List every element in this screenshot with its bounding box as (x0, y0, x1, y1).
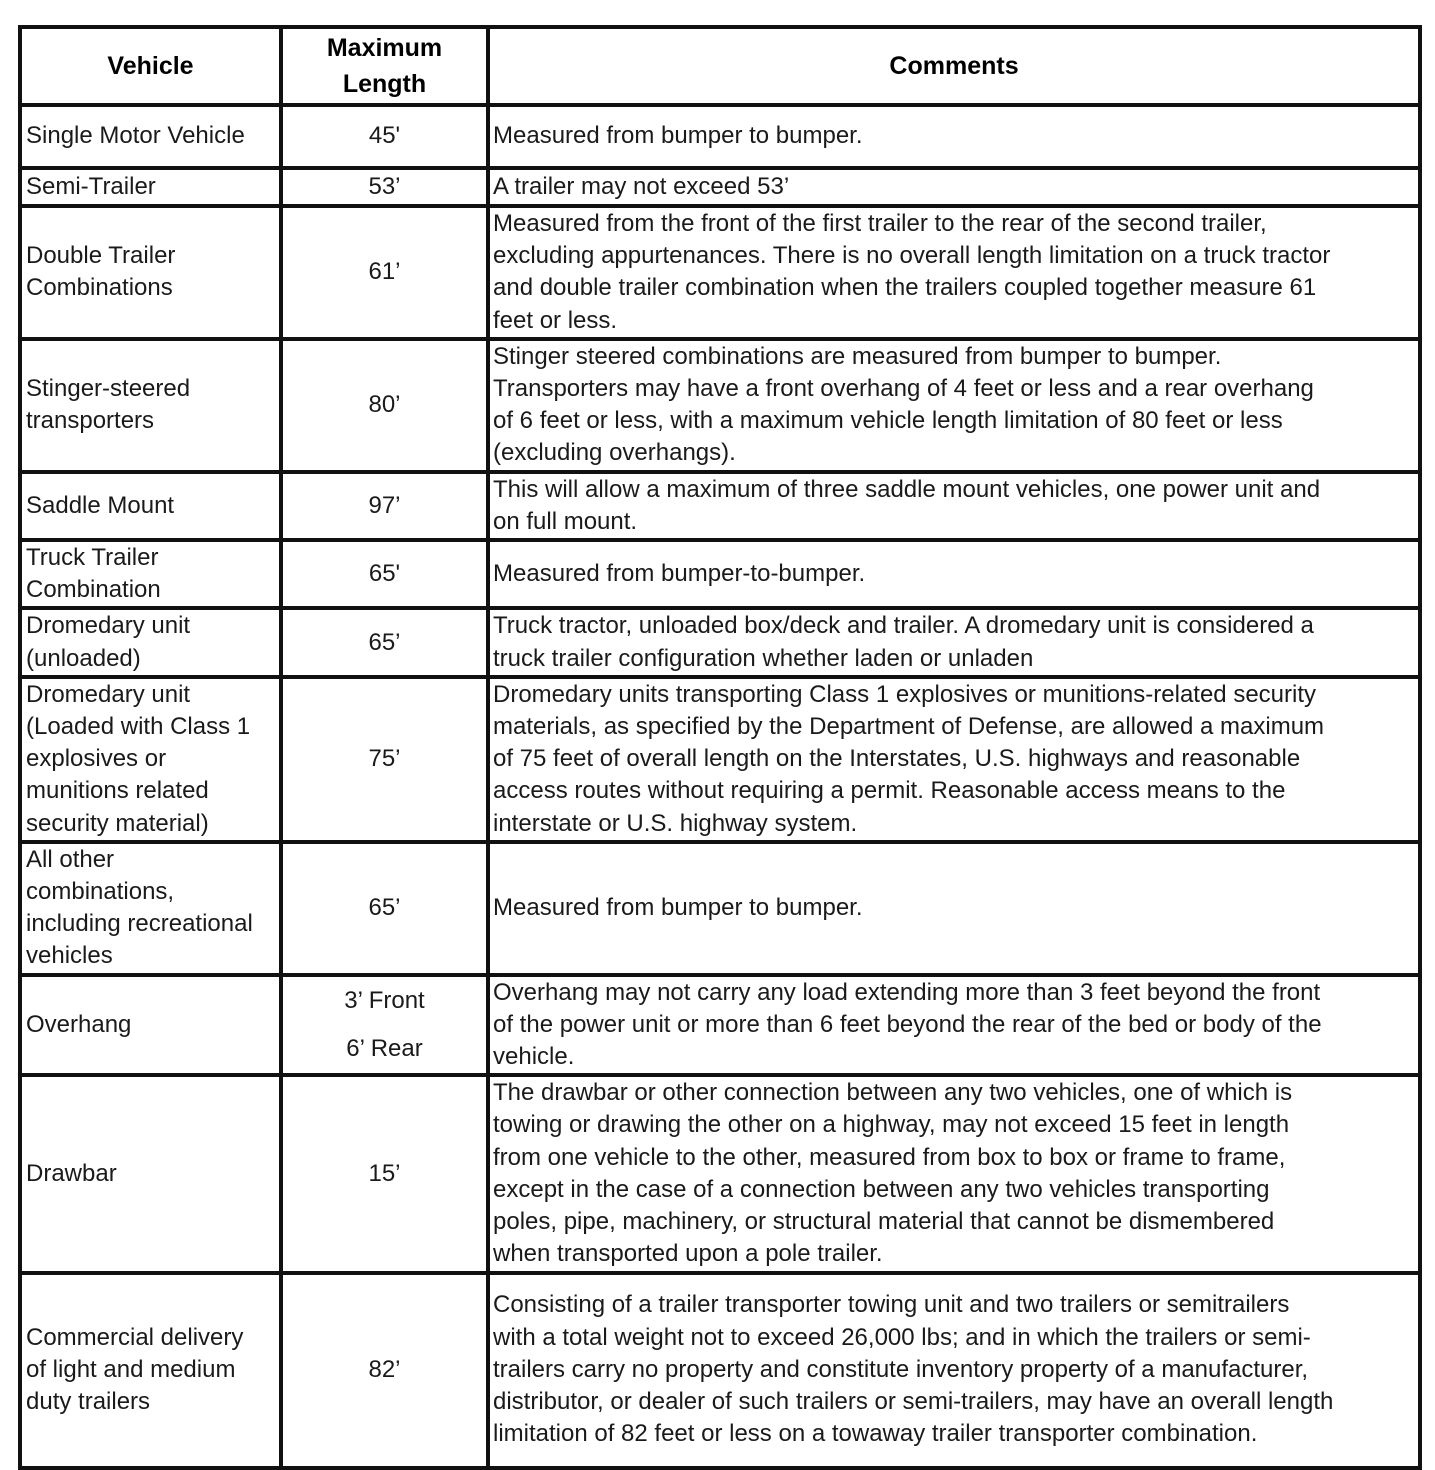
comments-cell (488, 540, 1420, 608)
table-row (20, 339, 1420, 472)
table-row (20, 168, 1420, 206)
max-length-cell (281, 105, 488, 168)
comment-text: from one vehicle to the other, measured from box to box or frame to frame, (493, 1143, 1286, 1171)
vehicle-cell (20, 842, 281, 975)
vehicle-cell (20, 975, 281, 1076)
comment-text: interstate or U.S. highway system. (493, 809, 858, 837)
max-length-text: 53’ (368, 172, 401, 200)
comment-text: feet or less. (493, 306, 618, 334)
table-row (20, 677, 1420, 842)
comment-text: trailers carry no property and constitute inventory property of a manufacturer, (493, 1355, 1309, 1383)
table-row (20, 105, 1420, 168)
max-length-cell (281, 842, 488, 975)
vehicle-text: Truck Trailer (26, 544, 159, 572)
vehicle-text: duty trailers (26, 1388, 151, 1416)
comment-text: A trailer may not exceed 53’ (493, 172, 790, 200)
comment-text: towing or drawing the other on a highway, may not exceed 15 feet in length (493, 1111, 1290, 1139)
vehicle-text: Combination (26, 576, 161, 604)
max-length-text: 65' (368, 560, 401, 588)
header-max-length-line-2: Length (342, 70, 427, 98)
max-length-text: 3’ Front (344, 986, 425, 1014)
comment-text: except in the case of a connection between any two vehicles transporting (493, 1175, 1270, 1203)
comment-text: and double trailer combination when the trailers coupled together measure 61 (493, 274, 1317, 302)
vehicle-text: Saddle Mount (26, 491, 175, 519)
comment-text: of 75 feet of overall length on the Interstates, U.S. highways and reasonable (493, 745, 1301, 773)
vehicle-cell (20, 206, 281, 339)
comment-text: Overhang may not carry any load extending more than 3 feet beyond the front (493, 978, 1321, 1006)
comment-text: Transporters may have a front overhang of 4 feet or less and a rear overhang (493, 375, 1314, 403)
max-length-cell (281, 975, 488, 1076)
comment-text: Dromedary units transporting Class 1 explosives or munitions-related security (493, 680, 1317, 708)
max-length-cell (281, 472, 488, 540)
vehicle-text: Single Motor Vehicle (26, 122, 245, 150)
table-row (20, 1075, 1420, 1272)
max-length-text: 82’ (368, 1355, 401, 1383)
vehicle-text: vehicles (26, 942, 113, 970)
table-row (20, 1273, 1420, 1468)
comment-text: distributor, or dealer of such trailers or semi-trailers, may have an overall length (493, 1388, 1334, 1416)
line-spacer (283, 1017, 486, 1033)
comment-text: poles, pipe, machinery, or structural material that cannot be dismembered (493, 1208, 1275, 1236)
comment-text: vehicle. (493, 1043, 575, 1071)
max-length-cell (281, 540, 488, 608)
header-row (20, 27, 1420, 105)
vehicle-text: Dromedary unit (26, 612, 191, 640)
comment-text: Consisting of a trailer transporter towing unit and two trailers or semitrailers (493, 1291, 1290, 1319)
vehicle-text: explosives or (26, 745, 167, 773)
comment-text: Truck tractor, unloaded box/deck and trailer. A dromedary unit is considered a (493, 612, 1314, 640)
vehicle-text: Overhang (26, 1010, 132, 1038)
max-length-text: 65’ (368, 894, 401, 922)
comments-cell (488, 1273, 1420, 1468)
comment-text: Stinger steered combinations are measured from bumper to bumper. (493, 342, 1222, 370)
vehicle-cell (20, 540, 281, 608)
comment-text: Measured from bumper to bumper. (493, 894, 863, 922)
max-length-cell (281, 608, 488, 676)
max-length-cell (281, 339, 488, 472)
comment-text: limitation of 82 feet or less on a towaway trailer transporter combination. (493, 1420, 1258, 1448)
vehicle-cell (20, 1075, 281, 1272)
vehicle-text: Stinger-steered (26, 375, 191, 403)
comment-text: Measured from bumper-to-bumper. (493, 560, 866, 588)
table-row (20, 975, 1420, 1076)
vehicle-cell (20, 339, 281, 472)
vehicle-length-table (18, 25, 1422, 1470)
comment-text: truck trailer configuration whether laden or unladen (493, 644, 1034, 672)
comment-text: of the power unit or more than 6 feet beyond the rear of the bed or body of the (493, 1010, 1322, 1038)
vehicle-text: Double Trailer (26, 242, 176, 270)
comments-cell (488, 339, 1420, 472)
vehicle-cell (20, 1273, 281, 1468)
header-maximum-length (281, 27, 488, 105)
comment-text: This will allow a maximum of three saddle mount vehicles, one power unit and (493, 475, 1321, 503)
comments-cell (488, 472, 1420, 540)
vehicle-text: All other (26, 845, 115, 873)
vehicle-text: Semi-Trailer (26, 172, 156, 200)
vehicle-text: of light and medium (26, 1355, 236, 1383)
vehicle-cell (20, 472, 281, 540)
max-length-text: 97’ (368, 491, 401, 519)
vehicle-cell (20, 168, 281, 206)
comment-text: when transported upon a pole trailer. (493, 1240, 883, 1268)
table-row (20, 472, 1420, 540)
max-length-cell (281, 1273, 488, 1468)
comment-text: excluding appurtenances. There is no overall length limitation on a truck tractor (493, 242, 1331, 270)
max-length-text: 61’ (368, 258, 401, 286)
header-vehicle-label: Vehicle (107, 52, 194, 80)
comment-text: (excluding overhangs). (493, 439, 736, 467)
max-length-cell (281, 677, 488, 842)
max-length-text: 65’ (368, 628, 401, 656)
comment-text: materials, as specified by the Department of Defense, are allowed a maximum (493, 713, 1325, 741)
comment-text: of 6 feet or less, with a maximum vehicle length limitation of 80 feet or less (493, 407, 1283, 435)
comment-text: on full mount. (493, 507, 638, 535)
max-length-cell (281, 168, 488, 206)
max-length-text: 75’ (368, 745, 401, 773)
table-row (20, 540, 1420, 608)
vehicle-text: Dromedary unit (26, 680, 191, 708)
table-row (20, 206, 1420, 339)
table-row (20, 608, 1420, 676)
comments-cell (488, 608, 1420, 676)
comments-cell (488, 677, 1420, 842)
comment-text: access routes without requiring a permit. Reasonable access means to the (493, 777, 1286, 805)
header-comments (488, 27, 1420, 105)
comment-text: The drawbar or other connection between any two vehicles, one of which is (493, 1079, 1293, 1107)
vehicle-text: transporters (26, 407, 155, 435)
table-row (20, 842, 1420, 975)
vehicle-text: including recreational (26, 910, 253, 938)
vehicle-text: (Loaded with Class 1 (26, 713, 251, 741)
max-length-text: 45' (368, 122, 401, 150)
comments-cell (488, 206, 1420, 339)
comments-cell (488, 975, 1420, 1076)
max-length-text: 6’ Rear (346, 1034, 423, 1062)
vehicle-text: Commercial delivery (26, 1323, 244, 1351)
vehicle-text: Drawbar (26, 1159, 117, 1187)
comments-cell (488, 1075, 1420, 1272)
header-max-length-line-1: Maximum (326, 34, 443, 62)
max-length-text: 80’ (368, 391, 401, 419)
vehicle-cell (20, 677, 281, 842)
header-comments-label: Comments (889, 52, 1019, 80)
vehicle-text: (unloaded) (26, 644, 141, 672)
header-vehicle (20, 27, 281, 105)
vehicle-text: combinations, (26, 878, 175, 906)
comments-cell (488, 105, 1420, 168)
max-length-text: 15’ (368, 1159, 401, 1187)
comments-cell (488, 168, 1420, 206)
vehicle-cell (20, 105, 281, 168)
vehicle-text: security material) (26, 809, 209, 837)
max-length-cell (281, 206, 488, 339)
vehicle-text: Combinations (26, 274, 173, 302)
comment-text: Measured from the front of the first trailer to the rear of the second trailer, (493, 210, 1267, 237)
comments-cell (488, 842, 1420, 975)
vehicle-text: munitions related (26, 777, 209, 805)
max-length-cell (281, 1075, 488, 1272)
vehicle-cell (20, 608, 281, 676)
comment-text: Measured from bumper to bumper. (493, 122, 863, 150)
comment-text: with a total weight not to exceed 26,000 lbs; and in which the trailers or semi- (493, 1323, 1311, 1351)
